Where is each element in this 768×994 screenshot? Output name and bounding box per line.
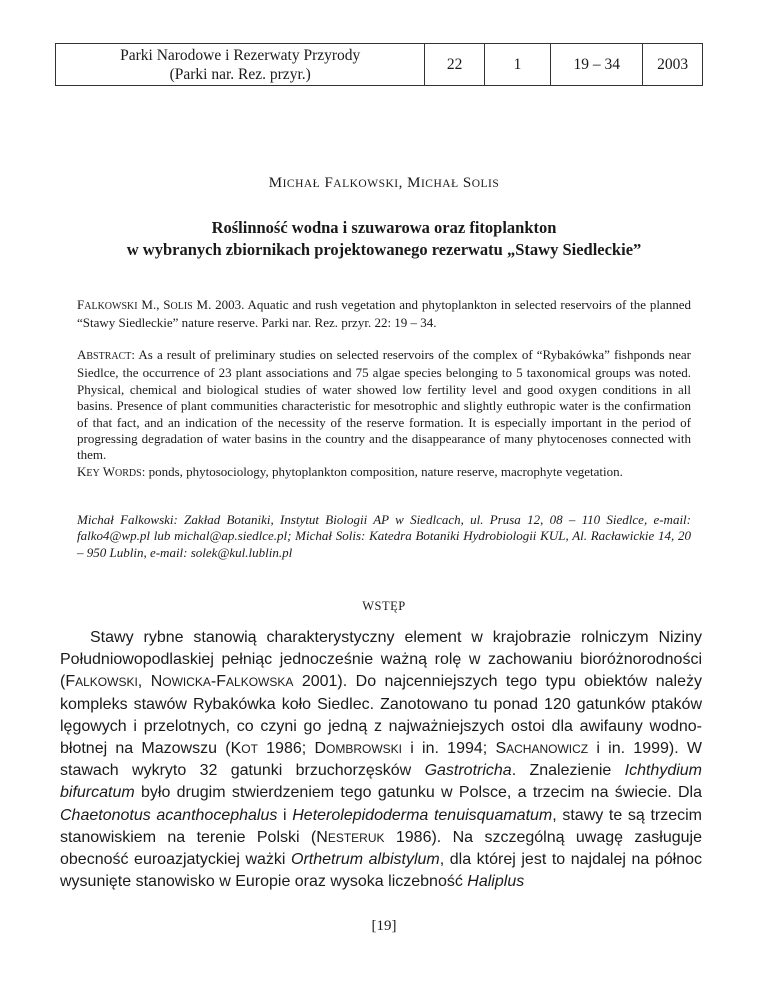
author-affiliations: Michał Falkowski: Zakład Botaniki, Instytut Biologii AP w Siedlcach, ul. Prusa 12, 08 – 110 Siedlce, e-mail: falko4@wp.pl lub michal@ap.siedlce.pl; Michał Solis: Katedra Botaniki Hydrobiologii KUL, Al. Racławickie 14, 20 – 950 Lublin, e-mail: solek@kul.lublin.pl <box>77 512 691 560</box>
journal-abbrev: (Parki nar. Rez. przyr.) <box>169 65 311 83</box>
title-line-2: w wybranych zbiornikach projektowanego rezerwatu „Stawy Siedleckie” <box>126 240 642 259</box>
abstract <box>77 347 691 464</box>
keywords-label: KEY WORDS <box>77 464 142 479</box>
journal-header-table <box>55 43 703 86</box>
page-number: [19] <box>371 918 397 934</box>
article-title <box>40 217 728 261</box>
issue-cell: 1 <box>484 44 550 86</box>
keywords-text: : ponds, phytosociology, phytoplankton composition, nature reserve, macrophyte vegetation. <box>141 464 623 479</box>
year-cell: 2003 <box>643 44 703 86</box>
authors-line: MICHAŁ FALKOWSKI, MICHAŁ SOLIS <box>268 175 500 191</box>
journal-name-cell <box>56 44 425 86</box>
keywords <box>77 464 691 482</box>
journal-name: Parki Narodowe i Rezerwaty Przyrody <box>120 46 361 64</box>
title-line-1: Roślinność wodna i szuwarowa oraz fitoplankton <box>211 218 557 237</box>
abstract-label: ABSTRACT <box>77 347 132 362</box>
section-heading: WSTĘP <box>362 599 406 613</box>
pages-cell: 19 – 34 <box>551 44 643 86</box>
body-paragraph: Stawy rybne stanowią charakterystyczny element w krajobrazie rolniczym Niziny Południowopodlaskiej pełniąc jednocześnie ważną rolę w zachowaniu bioróżnorodności (FALKOWSKI, NOWICKA-FALKOWSKA 2001). Do najcenniejszych tego typu obiektów należy kompleks stawów Rybakówka koło Siedlec. Zanotowano tu ponad 120 gatunków ptaków lęgowych i przelotnych, co czyni go jedną z najważniejszych ostoi dla awifauny wodno-błotnej na Mazowszu (KOT 1986; DOMBROWSKI i in. 1994; SACHANOWICZ i in. 1999). W stawach wykryto 32 gatunki brzuchorzęsków Gastrotricha. Znalezienie Ichthydium bifurcatum było drugim stwierdzeniem tego gatunku w Polsce, a trzecim na świecie. Dla Chaetonotus acanthocephalus i Heterolepidoderma tenuisquamatum, stawy te są trzecim stanowiskiem na terenie Polski (NESTERUK 1986). Na szczególną uwagę zasługuje obecność euroazjatyckiej ważki Orthetrum albistylum, dla której jest to najdalej na północ wysunięte stanowisko w Europie oraz wysoka liczebność Haliplus <box>60 629 703 891</box>
abstract-text: : As a result of preliminary studies on selected reservoirs of the complex of “Rybakówka” fishponds near Siedlce, the occurrence of 23 plant associations and 75 algae species belonging to 5 taxonomical groups was noted. Physical, chemical and biological studies of water showed low fertility level and good oxygen conditions in all basins. Presence of plant communities characteristic for mesotrophic and slightly euthropic water is the confirmation of that fact, and an indication of the necessity of the reserve formation. It is especially important in the period of progressing degradation of water basins in the country and the disappearance of many phytocenoses connected with them. <box>77 347 691 463</box>
citation-reference: FALKOWSKI M., SOLIS M. 2003. Aquatic and rush vegetation and phytoplankton in selected reservoirs of the planned “Stawy Siedleckie” nature reserve. Parki nar. Rez. przyr. 22: 19 – 34. <box>77 297 691 331</box>
volume-cell: 22 <box>425 44 484 86</box>
